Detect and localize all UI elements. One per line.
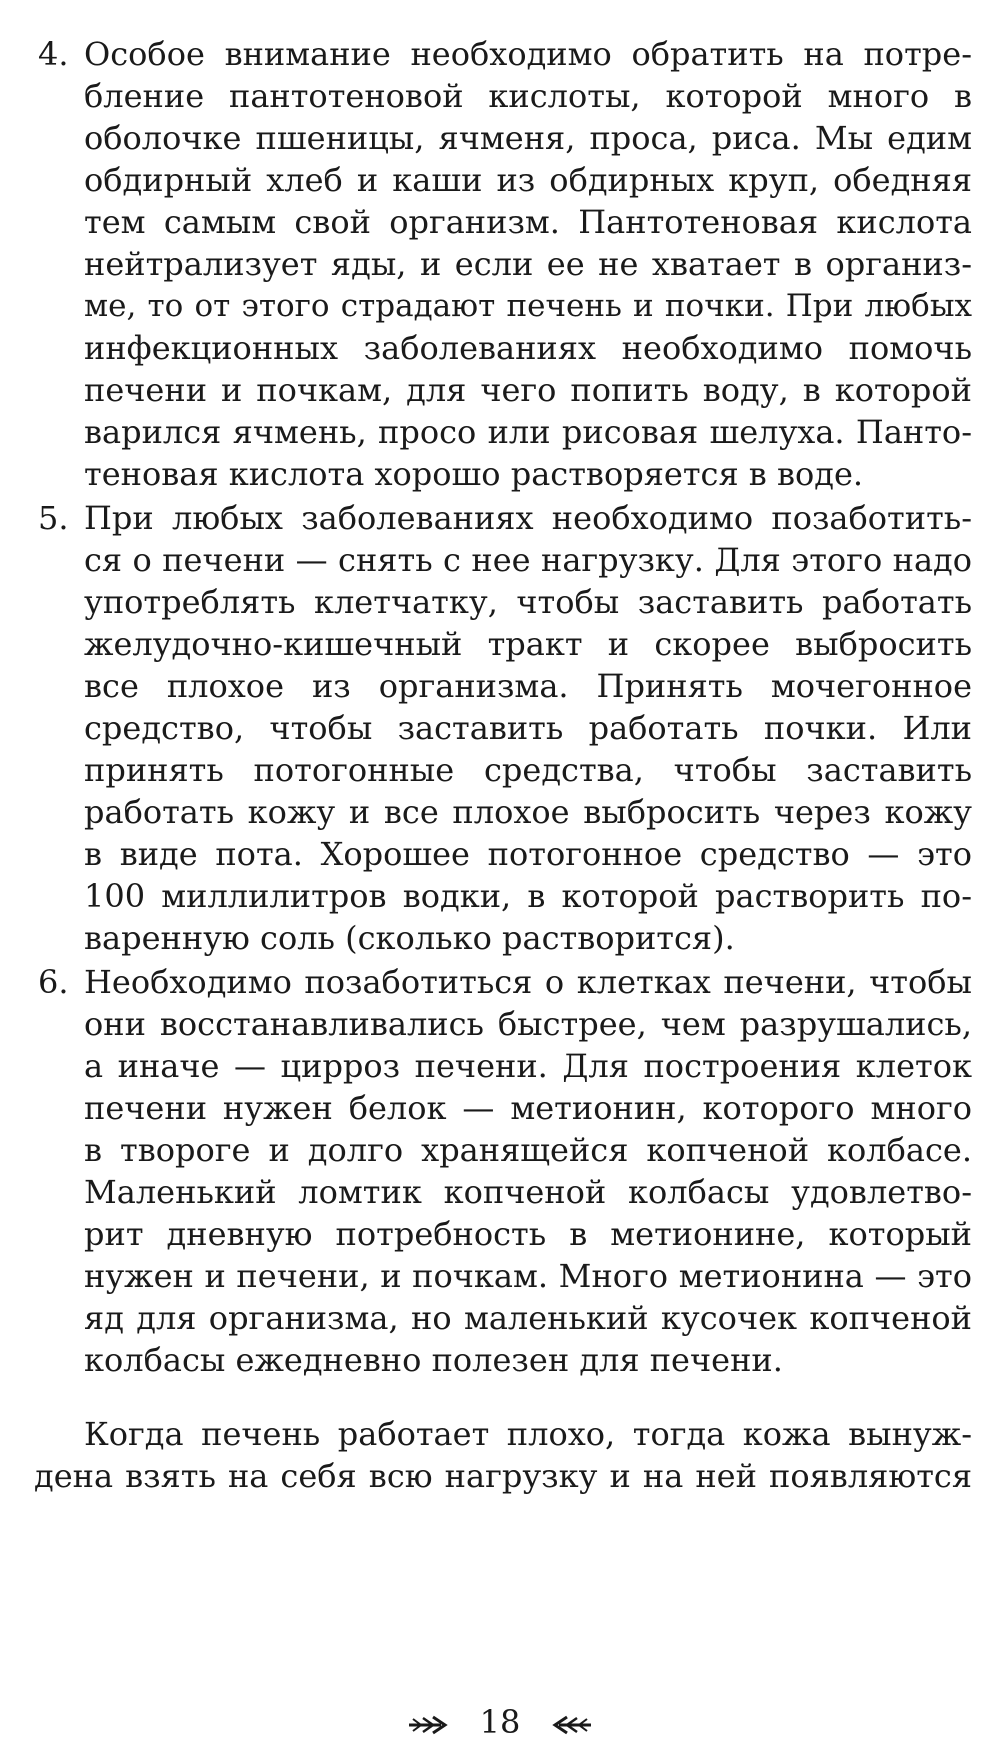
text-line: бление пантотеновой кислоты, которой много в bbox=[84, 77, 972, 115]
text-line: в виде пота. Хорошее потогонное средство — это bbox=[84, 835, 972, 873]
text-line: в твороге и долго хранящейся копченой колбасе. bbox=[84, 1131, 972, 1169]
text-line: ся о печени — снять с нее нагрузку. Для этого надо bbox=[84, 541, 972, 579]
text-line: желудочно-кишечный тракт и скорее выбросить bbox=[84, 625, 972, 663]
text-line: Особое внимание необходимо обратить на потре- bbox=[84, 35, 972, 73]
text-line: принять потогонные средства, чтобы заставить bbox=[84, 751, 972, 789]
text-line: употреблять клетчатку, чтобы заставить работать bbox=[84, 583, 972, 621]
list-item-number: 6. bbox=[38, 963, 69, 1001]
text-line: дена взять на себя всю нагрузку и на ней появляются bbox=[34, 1457, 972, 1495]
text-line: Когда печень работает плохо, тогда кожа вынуж- bbox=[84, 1415, 972, 1453]
text-line: Необходимо позаботиться о клетках печени, чтобы bbox=[84, 963, 972, 1001]
text-line: нейтрализует яды, и если ее не хватает в организ- bbox=[84, 245, 972, 283]
text-line: работать кожу и все плохое выбросить через кожу bbox=[84, 793, 972, 831]
text-line: обдирный хлеб и каши из обдирных круп, обедняя bbox=[84, 161, 972, 199]
left-ornament-icon bbox=[407, 1713, 451, 1737]
text-line: они восстанавливались быстрее, чем разрушались, bbox=[84, 1005, 972, 1043]
text-line: При любых заболеваниях необходимо позаботить- bbox=[84, 499, 972, 537]
text-line: а иначе — цирроз печени. Для построения клеток bbox=[84, 1047, 972, 1085]
list-item-number: 4. bbox=[38, 35, 69, 73]
text-line: рит дневную потребность в метионине, который bbox=[84, 1215, 972, 1253]
text-line: колбасы ежедневно полезен для печени. bbox=[84, 1341, 783, 1379]
text-line: 100 миллилитров водки, в которой растворить по- bbox=[84, 877, 972, 915]
text-line: все плохое из организма. Принять мочегонное bbox=[84, 667, 972, 705]
text-line: яд для организма, но маленький кусочек копченой bbox=[84, 1299, 972, 1337]
right-ornament-icon bbox=[549, 1713, 593, 1737]
text-line: печени и почкам, для чего попить воду, в которой bbox=[84, 371, 972, 409]
text-line: тем самым свой организм. Пантотеновая кислота bbox=[84, 203, 972, 241]
text-line: средство, чтобы заставить работать почки. Или bbox=[84, 709, 972, 747]
page-footer bbox=[0, 1700, 1000, 1744]
text-line: варенную соль (сколько растворится). bbox=[84, 919, 735, 957]
text-line: печени нужен белок — метионин, которого много bbox=[84, 1089, 972, 1127]
text-line: теновая кислота хорошо растворяется в воде. bbox=[84, 455, 864, 493]
page-number: 18 bbox=[479, 1703, 521, 1741]
list-item-number: 5. bbox=[38, 499, 69, 537]
text-line: ме, то от этого страдают печень и почки. При любых bbox=[84, 288, 972, 324]
text-line: Маленький ломтик копченой колбасы удовлетво- bbox=[84, 1173, 972, 1211]
text-line: варился ячмень, просо или рисовая шелуха. Панто- bbox=[84, 413, 972, 451]
text-line: нужен и печени, и почкам. Много метионина — это bbox=[84, 1257, 972, 1295]
text-line: инфекционных заболеваниях необходимо помочь bbox=[84, 329, 972, 367]
text-line: оболочке пшеницы, ячменя, проса, риса. Мы едим bbox=[84, 119, 972, 157]
